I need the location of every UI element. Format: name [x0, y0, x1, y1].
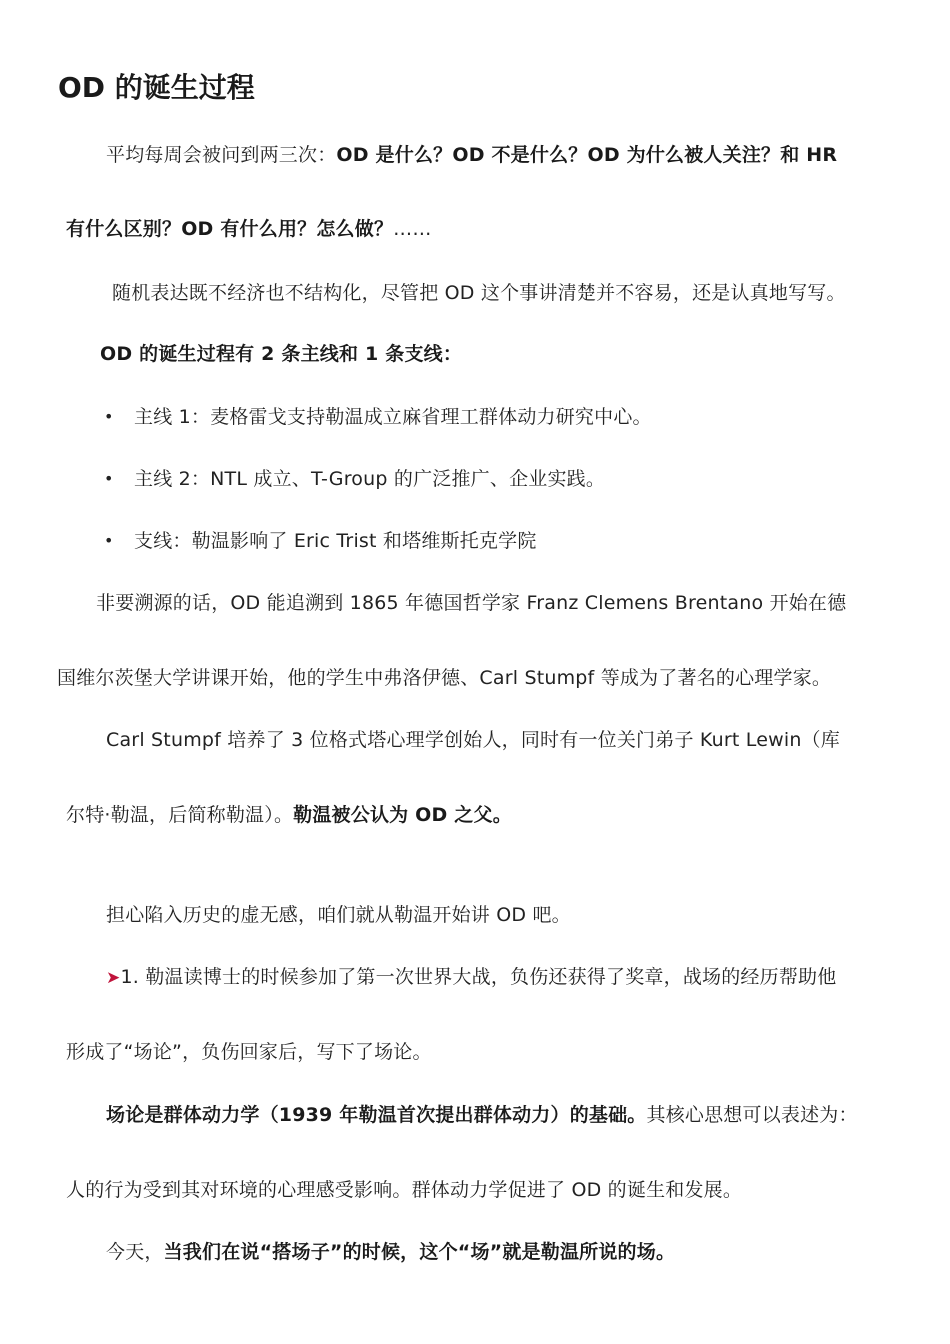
paragraph-dynamics-line-2: 人的行为受到其对环境的心理感受影响。群体动力学促进了 OD 的诞生和发展。	[66, 1179, 743, 1201]
paragraph-dynamics-line-1	[106, 1102, 858, 1128]
list-item: 主线 1：麦格雷戈支持勒温成立麻省理工群体动力研究中心。	[134, 406, 652, 428]
arrow-icon: ➤	[106, 968, 121, 988]
list-item: 支线：勒温影响了 Eric Trist 和塔维斯托克学院	[134, 530, 537, 552]
stumpf-text: 尔特·勒温，后简称勒温）。	[66, 804, 294, 826]
paragraph-stumpf-line-2	[66, 802, 512, 828]
paragraph-lines-summary: OD 的诞生过程有 2 条主线和 1 条支线：	[100, 343, 463, 365]
questions-bold-2: 有什么区别？OD 有什么用？怎么做？	[66, 218, 394, 240]
bullet-symbol: •	[104, 531, 114, 550]
paragraph-field-line-1	[106, 964, 836, 991]
questions-ellipsis: ……	[393, 218, 432, 240]
dynamics-bold: 场论是群体动力学（1939 年勒温首次提出群体动力）的基础。	[106, 1104, 647, 1126]
questions-bold-1: OD 是什么？OD 不是什么？OD 为什么被人关注？和 HR	[336, 144, 838, 166]
today-bold: 当我们在说“搭场子”的时候，这个“场”就是勒温所说的场。	[163, 1241, 676, 1263]
paragraph-origin-line-1: 非要溯源的话，OD 能追溯到 1865 年德国哲学家 Franz Clemens Brentano 开始在德	[96, 592, 847, 614]
questions-lead: 平均每周会被问到两三次：	[106, 144, 337, 166]
paragraph-today	[106, 1239, 675, 1265]
bullet-symbol: •	[104, 407, 114, 426]
list-item: 主线 2：NTL 成立、T-Group 的广泛推广、企业实践。	[134, 468, 606, 490]
field-text-1: 1. 勒温读博士的时候参加了第一次世界大战，负伤还获得了奖章，战场的经历帮助他	[120, 966, 837, 988]
page-title: OD 的诞生过程	[58, 71, 255, 104]
paragraph-intent: 随机表达既不经济也不结构化，尽管把 OD 这个事讲清楚并不容易，还是认真地写写。	[112, 282, 846, 304]
paragraph-origin-line-2: 国维尔茨堡大学讲课开始，他的学生中弗洛伊德、Carl Stumpf 等成为了著名的心理学家。	[57, 667, 832, 689]
paragraph-questions-line-1	[106, 142, 837, 168]
bullet-symbol: •	[104, 469, 114, 488]
today-lead: 今天，	[106, 1241, 164, 1263]
paragraph-start-lewin: 担心陷入历史的虚无感，咱们就从勒温开始讲 OD 吧。	[106, 904, 571, 926]
paragraph-field-line-2: 形成了“场论”，负伤回家后，写下了场论。	[66, 1041, 432, 1063]
paragraph-questions-line-2	[66, 216, 432, 242]
stumpf-bold: 勒温被公认为 OD 之父。	[293, 804, 512, 826]
paragraph-stumpf-line-1: Carl Stumpf 培养了 3 位格式塔心理学创始人，同时有一位关门弟子 Kurt Lewin（库	[106, 729, 840, 751]
dynamics-rest: 其核心思想可以表述为：	[646, 1104, 858, 1126]
